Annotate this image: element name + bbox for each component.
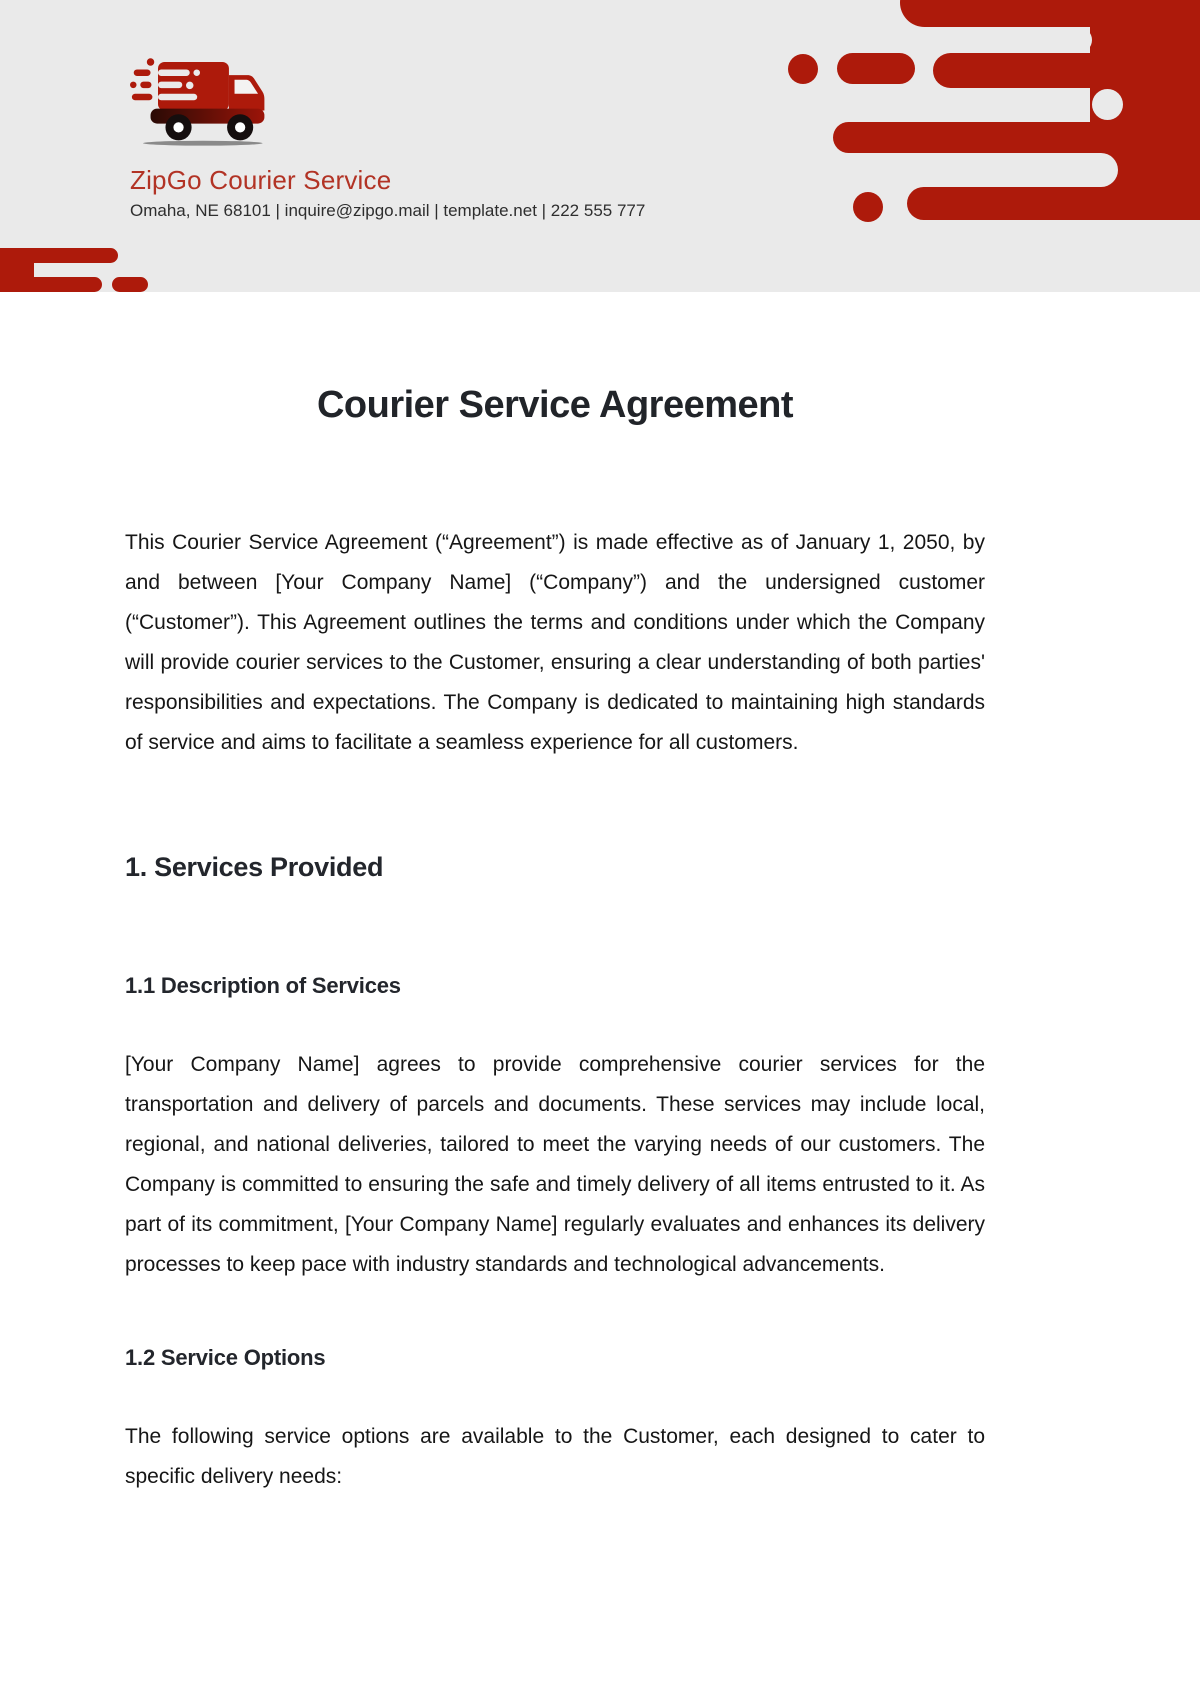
splash-bar bbox=[0, 248, 118, 263]
intro-paragraph: This Courier Service Agreement (“Agreement”) is made effective as of January 1, 2050, by and between [Your Company Name] (“Company”) and the undersigned customer (“Customer”). This Agreement outlines the terms and conditions under which the Company will provide courier services to the Customer, ensuring a clear understanding of both parties' responsibilities and expectations. The Company is dedicated to maintaining high standards of service and aims to facilitate a seamless experience for all customers. bbox=[125, 531, 985, 754]
company-name: ZipGo Courier Service bbox=[130, 165, 392, 195]
splash-bar bbox=[0, 277, 102, 292]
subsection-heading-service-options: 1.2 Service Options bbox=[125, 1345, 326, 1370]
page-title: Courier Service Agreement bbox=[316, 384, 794, 426]
splash-notch bbox=[1043, 153, 1118, 187]
splash-notch bbox=[985, 88, 1070, 122]
subsection-body-description-of-services: [Your Company Name] agrees to provide comprehensive courier services for the transportation and delivery of parcels and documents. These services may include local, regional, and national deliveries, tailored to meet the varying needs of our customers. The Company is committed to ensuring the safe and timely delivery of all items entrusted to it. As part of its commitment, [Your Company Name] regularly evaluates and enhances its delivery processes to keep pace with industry standards and technological advancements. bbox=[125, 1053, 985, 1276]
splash-notch-dot bbox=[1092, 89, 1123, 120]
splash-notch bbox=[985, 27, 1092, 53]
section-heading-services-provided: 1. Services Provided bbox=[125, 852, 384, 882]
subsection-heading-description-of-services: 1.1 Description of Services bbox=[125, 973, 401, 998]
subsection-body-service-options: The following service options are available to the Customer, each designed to cater to specific delivery needs: bbox=[125, 1425, 985, 1488]
contact-line: Omaha, NE 68101 | inquire@zipgo.mail | template.net | 222 555 777 bbox=[130, 201, 646, 220]
document-content bbox=[125, 0, 985, 1497]
